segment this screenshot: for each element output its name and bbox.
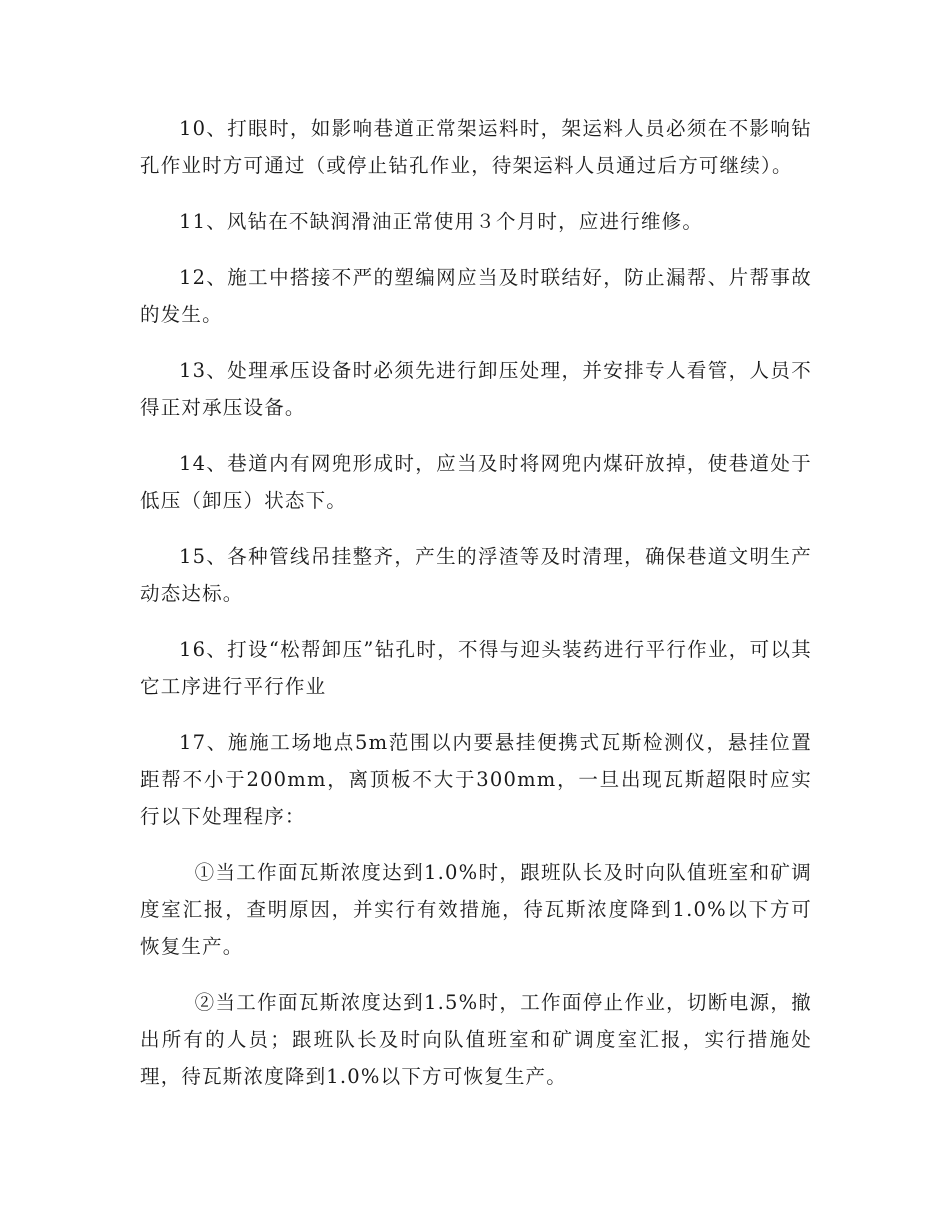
paragraph-subitem-1: ①当工作面瓦斯浓度达到1.0%时，跟班队长及时向队值班室和矿调度室汇报，查明原因，并实行有效措施，待瓦斯浓度降到1.0%以下方可恢复生产。 bbox=[140, 861, 812, 958]
document-page bbox=[140, 110, 812, 1114]
paragraph-item-13: 13、处理承压设备时必须先进行卸压处理，并安排专人看管，人员不得正对承压设备。 bbox=[140, 359, 812, 419]
paragraph-item-17: 17、施施工场地点5m范围以内要悬挂便携式瓦斯检测仪，悬挂位置距帮不小于200mm，离顶板不大于300mm，一旦出现瓦斯超限时应实行以下处理程序： bbox=[140, 731, 812, 828]
paragraph-item-11: 11、风钻在不缺润滑油正常使用３个月时，应进行维修。 bbox=[179, 210, 704, 233]
paragraph-item-14: 14、巷道内有网兜形成时，应当及时将网兜内煤矸放掉，使巷道处于低压（卸压）状态下。 bbox=[140, 452, 812, 512]
paragraph-item-16: 16、打设“松帮卸压”钻孔时，不得与迎头装药进行平行作业，可以其它工序进行平行作业 bbox=[140, 638, 812, 698]
paragraph-item-15: 15、各种管线吊挂整齐，产生的浮渣等及时清理，确保巷道文明生产动态达标。 bbox=[140, 545, 812, 605]
paragraph-item-10: 10、打眼时，如影响巷道正常架运料时，架运料人员必须在不影响钻孔作业时方可通过（或停止钻孔作业，待架运料人员通过后方可继续）。 bbox=[140, 117, 812, 177]
paragraph-item-12: 12、施工中搭接不严的塑编网应当及时联结好，防止漏帮、片帮事故的发生。 bbox=[140, 266, 812, 326]
paragraph-subitem-2: ②当工作面瓦斯浓度达到1.5%时，工作面停止作业，切断电源，撤出所有的人员；跟班队长及时向队值班室和矿调度室汇报，实行措施处理，待瓦斯浓度降到1.0%以下方可恢复生产。 bbox=[140, 991, 812, 1088]
